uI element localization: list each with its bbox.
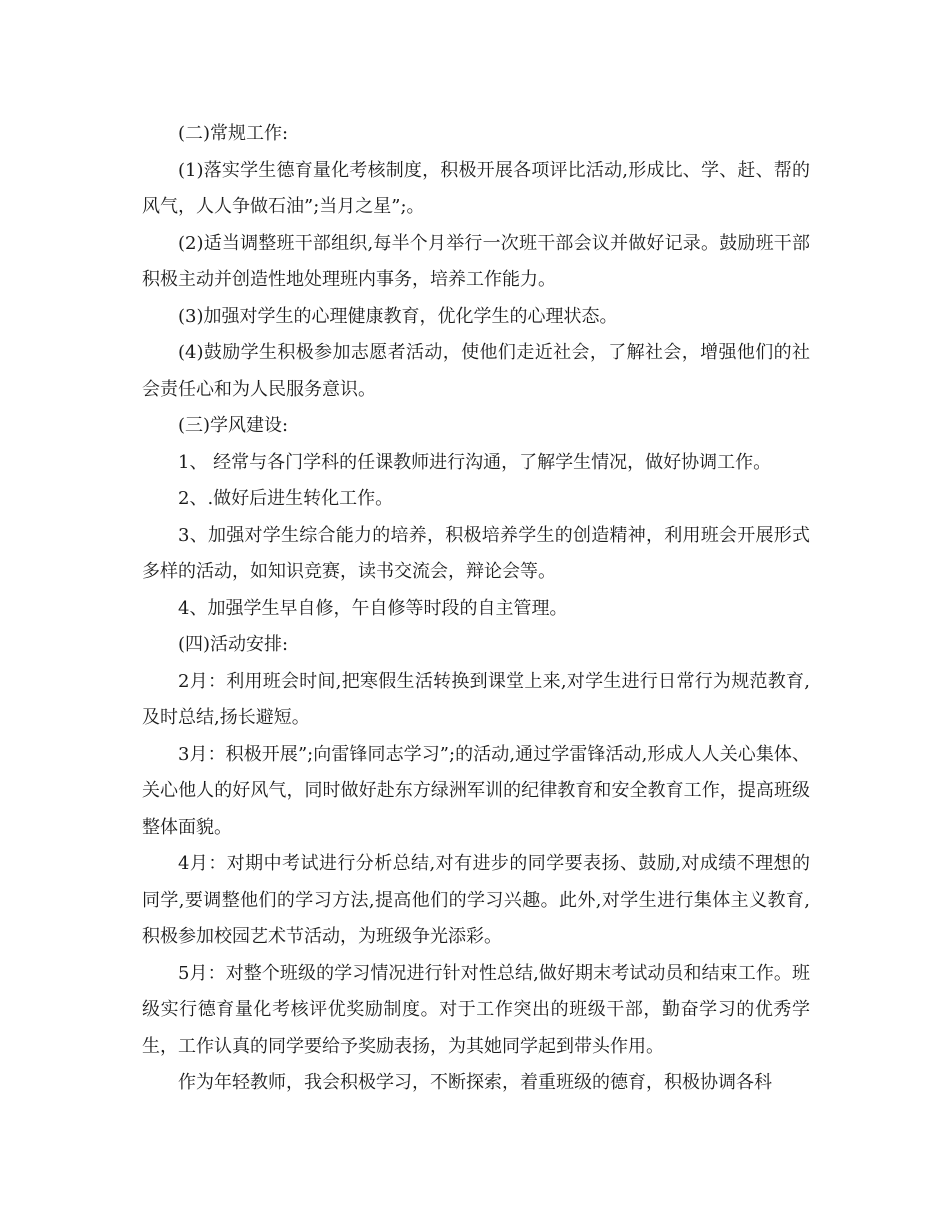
paragraph: 3月：积极开展”;向雷锋同志学习”;的活动,通过学雷锋活动,形成人人关心集体、关心他人的好风气，同时做好赴东方绿洲军训的纪律教育和安全教育工作，提高班级整体面貌。 bbox=[142, 743, 810, 838]
section-heading-activity-schedule: (四)活动安排: bbox=[178, 634, 289, 655]
paragraph: (3)加强对学生的心理健康教育，优化学生的心理状态。 bbox=[178, 305, 618, 327]
paragraph: 作为年轻教师，我会积极学习，不断探索，着重班级的德育，积极协调各科 bbox=[178, 1072, 772, 1093]
paragraph: 3、加强对学生综合能力的培养，积极培养学生的创造精神，利用班会开展形式多样的活动，如知识竞赛，读书交流会，辩论会等。 bbox=[142, 524, 810, 582]
section-heading-routine-work: (二)常规工作: bbox=[178, 123, 289, 144]
document-body bbox=[142, 116, 810, 1102]
paragraph: 2月：利用班会时间,把寒假生活转换到课堂上来,对学生进行日常行为规范教育,及时总结,扬长避短。 bbox=[142, 670, 810, 728]
paragraph: 1、 经常与各门学科的任课教师进行沟通，了解学生情况，做好协调工作。 bbox=[178, 451, 772, 473]
paragraph: 5月：对整个班级的学习情况进行针对性总结,做好期末考试动员和结束工作。班级实行德育量化考核评优奖励制度。对于工作突出的班级干部，勤奋学习的优秀学生，工作认真的同学要给予奖励表扬，为其她同学起到带头作用。 bbox=[142, 962, 810, 1057]
section-heading-study-style: (三)学风建设: bbox=[178, 415, 289, 436]
paragraph: 2、.做好后进生转化工作。 bbox=[178, 488, 394, 509]
paragraph: 4、加强学生早自修，午自修等时段的自主管理。 bbox=[178, 597, 568, 619]
paragraph: 4月：对期中考试进行分析总结,对有进步的同学要表扬、鼓励,对成绩不理想的同学,要调整他们的学习方法,提高他们的学习兴趣。此外,对学生进行集体主义教育,积极参加校园艺术节活动，为班级争光添彩。 bbox=[142, 853, 810, 947]
paragraph: (2)适当调整班干部组织,每半个月举行一次班干部会议并做好记录。鼓励班干部积极主动并创造性地处理班内事务，培养工作能力。 bbox=[142, 232, 810, 290]
paragraph: (1)落实学生德育量化考核制度，积极开展各项评比活动,形成比、学、赶、帮的风气，人人争做石油”;当月之星”;。 bbox=[142, 159, 810, 217]
paragraph: (4)鼓励学生积极参加志愿者活动，使他们走近社会，了解社会，增强他们的社会责任心和为人民服务意识。 bbox=[142, 342, 810, 400]
